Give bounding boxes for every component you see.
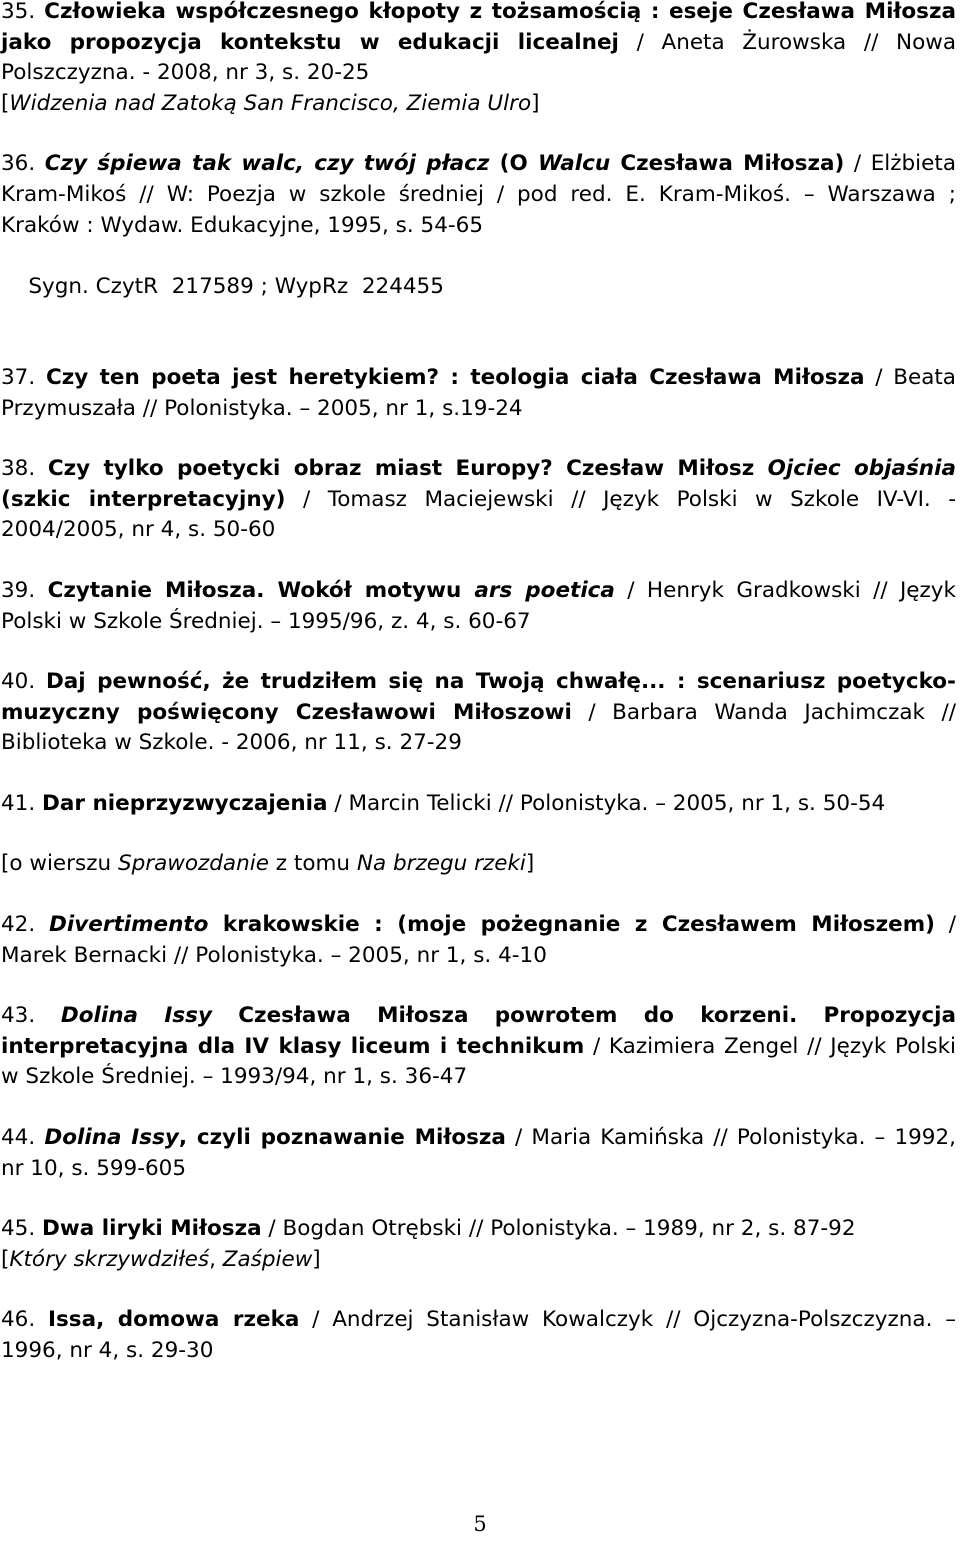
entry-title: Dar nieprzyzwyczajenia	[42, 790, 328, 816]
entry-citation: / Tomasz Maciejewski // Język Polski w Szkole IV-VI. - 2004/2005, nr 4, s. 50-60	[1, 486, 957, 543]
entry-title: Czy śpiewa tak walc, czy twój płacz	[44, 151, 490, 177]
bibliography-entry-36: 36. Czy śpiewa tak walc, czy twój płacz (O Walcu Czesława Miłosza) / Elżbieta Kram-Mikoś // W: Poezja w szkole średniej / pod red. E. Kram-Mikoś. – Warszawa ; Kraków : Wydaw. Edukacyjne, 1995, s. 54-65	[1, 151, 956, 238]
page-number: 5	[473, 1512, 487, 1536]
entry-title: Człowieka współczesnego kłopoty z tożsamością : eseje Czesława Miłosza jako propozycja kontekstu w edukacji licealnej	[1, 0, 957, 55]
entry-number: 46.	[1, 1307, 36, 1333]
entry-title: Czy tylko poetycki obraz miast Europy? Czesław Miłosz	[47, 456, 768, 482]
entry-citation: / Maria Kamińska // Polonistyka. – 1992, nr 10, s. 599-605	[1, 1125, 956, 1181]
entry-title: Czytanie Miłosza. Wokół motywu	[47, 577, 475, 603]
entry-number: 41.	[1, 790, 36, 816]
bibliography-entry-44: 44. Dolina Issy, czyli poznawanie Miłosza / Maria Kamińska // Polonistyka. – 1992, nr 10, s. 599-605	[1, 1125, 956, 1181]
entry-number: 36.	[1, 151, 36, 177]
note-works: Widzenia nad Zatoką San Francisco, Ziemia Ulro	[9, 90, 532, 116]
entry-title: Dolina Issy	[60, 1003, 212, 1029]
entry-citation: / Barbara Wanda Jachimczak // Biblioteka w Szkole. - 2006, nr 11, s. 27-29	[1, 699, 957, 756]
entry-note: [o wierszu Sprawozdanie z tomu Na brzegu rzeki]	[1, 851, 535, 877]
entry-number: 44.	[1, 1125, 36, 1151]
entry-number: 43.	[1, 1003, 36, 1029]
entry-number: 37.	[1, 364, 36, 390]
bibliography-entry-46	[1, 1305, 956, 1366]
bibliography-entry-39: 39. Czytanie Miłosza. Wokół motywu ars poetica / Henryk Gradkowski // Język Polski w Szkole Średniej. – 1995/96, z. 4, s. 60-67	[1, 577, 956, 634]
bibliography-entry-42: 42. Divertimento krakowskie : (moje pożegnanie z Czesławem Miłoszem) / Marek Bernacki // Polonistyka. – 2005, nr 1, s. 4-10	[1, 912, 956, 968]
entry-title: Dolina Issy	[44, 1125, 179, 1151]
bibliography-entry-38: 38. Czy tylko poetycki obraz miast Europy? Czesław Miłosz Ojciec objaśnia (szkic interpretacyjny) / Tomasz Maciejewski // Język Polski w Szkole IV-VI. - 2004/2005, nr 4, s. 50-60	[1, 456, 957, 543]
entry-citation: / Kazimiera Zengel // Język Polski w Szkole Średniej. – 1993/94, nr 1, s. 36-47	[1, 1033, 956, 1090]
entry-citation: / Marek Bernacki // Polonistyka. – 2005, nr 1, s. 4-10	[1, 912, 956, 968]
entry-number: 40.	[1, 669, 36, 695]
entry-citation: / Beata Przymuszała // Polonistyka. – 2005, nr 1, s.19-24	[1, 364, 956, 421]
entry-number: 35.	[1, 0, 36, 24]
entry-number: 39.	[1, 577, 36, 603]
bibliography-entry-35	[1, 0, 956, 89]
entry-number: 38.	[1, 456, 36, 482]
entry-title: Divertimento	[49, 912, 209, 938]
entry-note: [Który skrzywdziłeś, Zaśpiew]	[1, 1246, 321, 1272]
bibliography-entry-41	[1, 789, 956, 820]
entry-call-number: Sygn. CzytR 217589 ; WypRz 224455	[28, 273, 444, 299]
entry-title: Dwa liryki Miłosza	[42, 1216, 262, 1242]
entry-title: Czy ten poeta jest heretykiem? : teologia ciała Czesława Miłosza	[45, 364, 865, 390]
entry-citation: / Andrzej Stanisław Kowalczyk // Ojczyzna-Polszczyzna. – 1996, nr 4, s. 29-30	[1, 1307, 956, 1363]
entry-citation: / Henryk Gradkowski // Język Polski w Szkole Średniej. – 1995/96, z. 4, s. 60-67	[1, 577, 956, 634]
entry-citation: / Elżbieta Kram-Mikoś // W: Poezja w szkole średniej / pod red. E. Kram-Mikoś. – Warszawa ; Kraków : Wydaw. Edukacyjne, 1995, s. 54-65	[1, 151, 956, 238]
bibliography-entry-45	[1, 1214, 956, 1245]
bibliography-entry-40	[1, 667, 956, 759]
entry-number: 45.	[1, 1216, 36, 1242]
entry-citation: / Marcin Telicki // Polonistyka. – 2005, nr 1, s. 50-54	[327, 790, 886, 816]
entry-title: Issa, domowa rzeka	[48, 1307, 300, 1333]
entry-title: Daj pewność, że trudziłem się na Twoją chwałę... : scenariusz poetycko-muzyczny poświęcony Czesławowi Miłoszowi	[1, 669, 956, 725]
bibliography-entry-37	[1, 363, 956, 424]
entry-citation: / Bogdan Otrębski // Polonistyka. – 1989, nr 2, s. 87-92	[261, 1216, 856, 1242]
bibliography-entry-43: 43. Dolina Issy Czesława Miłosza powrotem do korzeni. Propozycja interpretacyjna dla IV klasy liceum i technikum / Kazimiera Zengel // Język Polski w Szkole Średniej. – 1993/94, nr 1, s. 36-47	[1, 1003, 956, 1090]
entry-number: 42.	[1, 912, 36, 938]
entry-note: [Widzenia nad Zatoką San Francisco, Ziemia Ulro]	[1, 90, 540, 116]
entry-citation: / Aneta Żurowska // Nowa Polszczyzna. - 2008, nr 3, s. 20-25	[1, 29, 956, 86]
